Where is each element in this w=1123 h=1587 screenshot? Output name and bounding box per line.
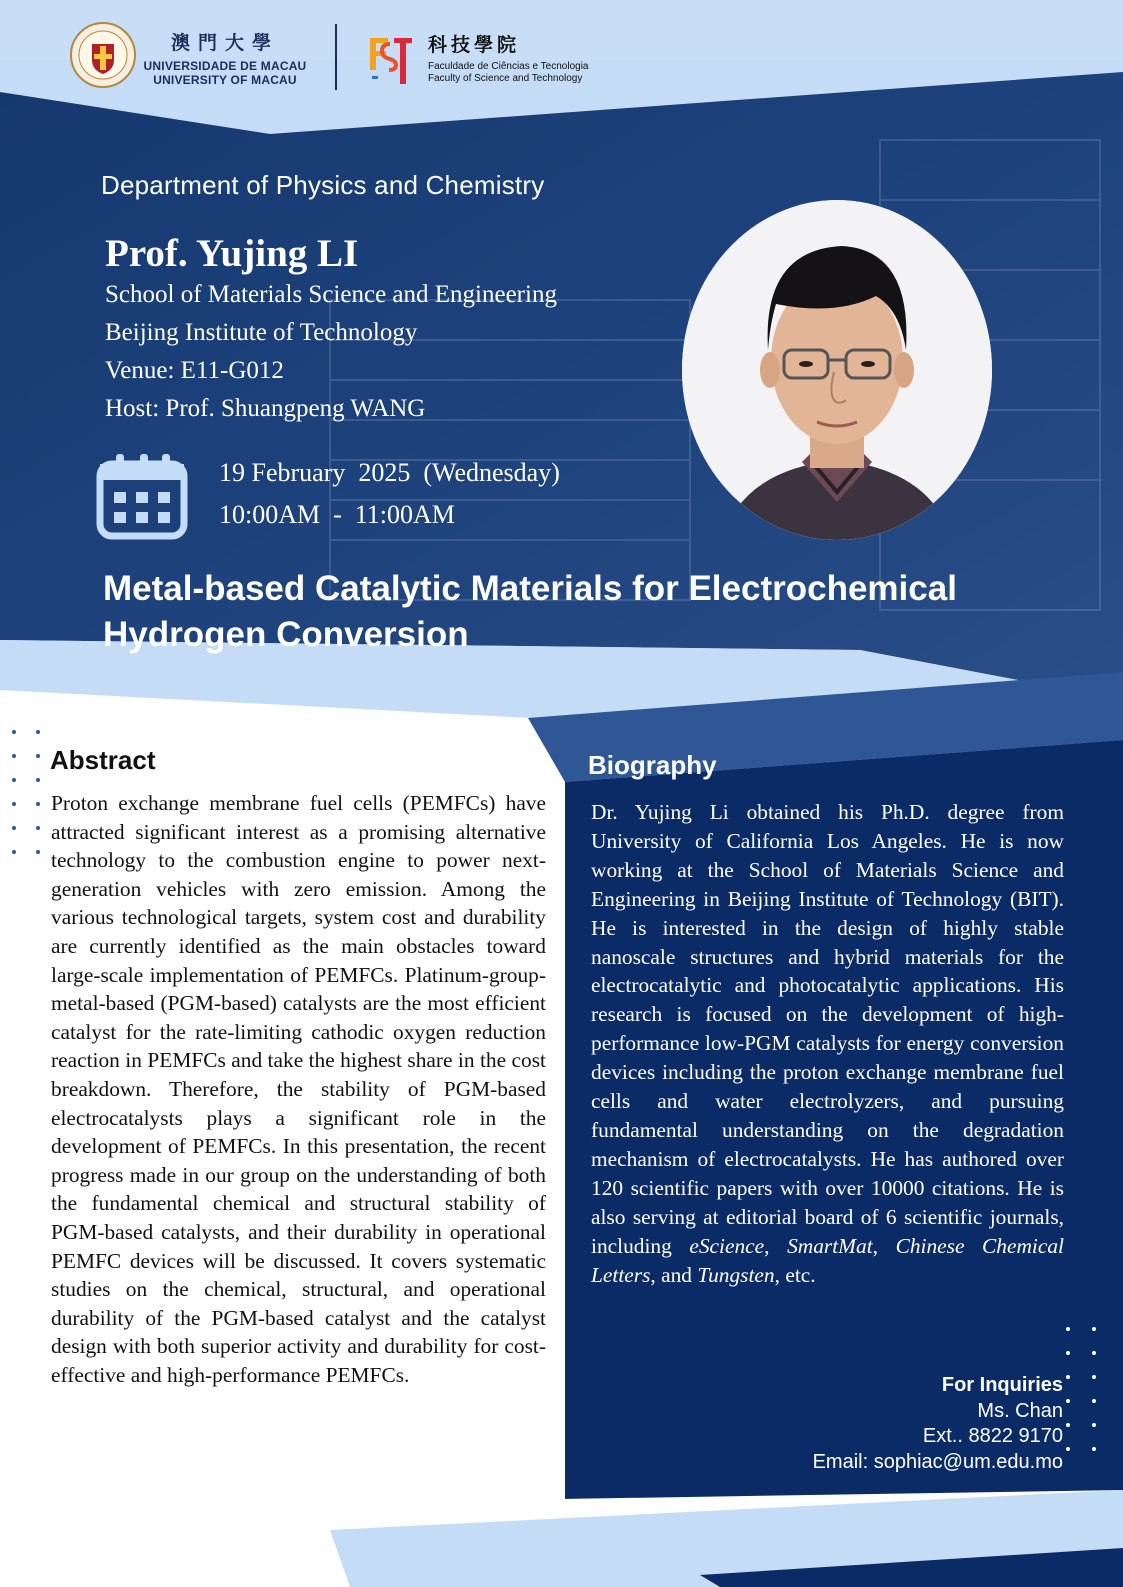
calendar-icon: [96, 452, 188, 540]
biography-heading: Biography: [588, 750, 717, 780]
abstract-heading: Abstract: [50, 745, 156, 775]
inquiries-phone-ext: Ext.. 8822 9170: [922, 1425, 1063, 1447]
inquiries-email[interactable]: Email: sophiac@um.edu.mo: [812, 1450, 1063, 1473]
biography-tail: , etc.: [774, 1262, 816, 1287]
venue: Venue: E11-G012: [105, 357, 284, 384]
fst-logo: [366, 32, 414, 88]
um-portuguese-name: UNIVERSIDADE DE MACAU: [143, 59, 307, 73]
department-name: Department of Physics and Chemistry: [101, 170, 545, 200]
speaker-portrait-illustration: [682, 200, 992, 540]
university-of-macau-wordmark: [140, 28, 310, 87]
fst-chinese-name: 科技學院: [428, 34, 521, 56]
biography-separator: , and: [650, 1262, 698, 1287]
speaker-photo: [682, 200, 992, 540]
biography-separator: ,: [764, 1233, 788, 1258]
biography-main-text: Dr. Yujing Li obtained his Ph.D. degree from University of California Los Angeles. He is now working at the School of Materials Science and Engineering in Beijing Institute of Technology (BIT). He is interested in the design of highly stable nanoscale structures and hybrid materials for the electrocatalytic and photocatalytic applications. His research is focused on the development of high-performance low-PGM catalysts for energy conversion devices including the proton exchange membrane fuel cells and water electrolyzers, and pursuing fundamental understanding on the degradation mechanism of electrocatalysts. He has authored over 120 scientific papers with over 10000 citations. He is also serving at editorial board of 6 scientific journals, including: [591, 800, 1064, 1258]
speaker-institute: Beijing Institute of Technology: [105, 319, 418, 346]
university-of-macau-seal-logo: [70, 22, 136, 88]
decorative-dots-left: [8, 728, 48, 863]
speaker-school: School of Materials Science and Engineering: [105, 281, 557, 308]
biography-text: [591, 798, 1064, 1289]
speaker-name: Prof. Yujing LI: [105, 232, 359, 275]
um-english-name: UNIVERSITY OF MACAU: [153, 73, 297, 87]
event-date: 19 February 2025 (Wednesday): [219, 458, 560, 487]
um-chinese-name: 澳門大學: [170, 32, 279, 54]
journal-tungsten: Tungsten: [697, 1262, 775, 1287]
biography-separator: ,: [872, 1233, 896, 1258]
speaker-info: [105, 232, 557, 428]
fst-portuguese-name: Faculdade de Ciências e Tecnologia: [428, 61, 589, 72]
journal-chinese-chemical-letters: Chinese Chemical Letters: [591, 1233, 1065, 1287]
journal-smartmat: SmartMat: [787, 1233, 873, 1258]
talk-title: Metal-based Catalytic Materials for Electrochemical Hydrogen Conversion: [103, 569, 957, 654]
event-time: 10:00AM - 11:00AM: [219, 500, 455, 529]
inquiries-title: For Inquiries: [941, 1374, 1063, 1396]
abstract-text: Proton exchange membrane fuel cells (PEMFCs) have attracted significant interest as a promising alternative technology to the combustion engine to power next-generation vehicles with zero emission. Among the various technological targets, system cost and durability are currently identified as the main obstacles toward large-scale implementation of PEMFCs. Platinum-group-metal-based (PGM-based) catalysts are the most efficient catalyst for the rate-limiting cathodic oxygen reduction reaction in PEMFCs and take the highest share in the cost breakdown. Therefore, the stability of PGM-based electrocatalysts plays a significant role in the development of PEMFCs. In this presentation, the recent progress made in our group on the understanding of both the fundamental chemical and structural stability of PGM-based catalysts, and their durability in operational PEMFC devices will be discussed. It covers systematic studies on the chemical, structural, and operational durability of the PGM-based catalyst and the catalyst design with both superior activity and durability for cost-effective and high-performance PEMFCs.: [51, 791, 546, 1387]
host: Host: Prof. Shuangpeng WANG: [105, 395, 426, 422]
logo-divider: [335, 24, 337, 90]
fst-wordmark: [428, 30, 588, 84]
fst-english-name: Faculty of Science and Technology: [428, 73, 583, 84]
event-datetime: [219, 452, 560, 536]
inquiries-block: [703, 1373, 1063, 1475]
decorative-dots-right: [1062, 1325, 1112, 1465]
inquiries-contact-name: Ms. Chan: [977, 1399, 1063, 1422]
journal-escience: eScience: [689, 1233, 765, 1258]
